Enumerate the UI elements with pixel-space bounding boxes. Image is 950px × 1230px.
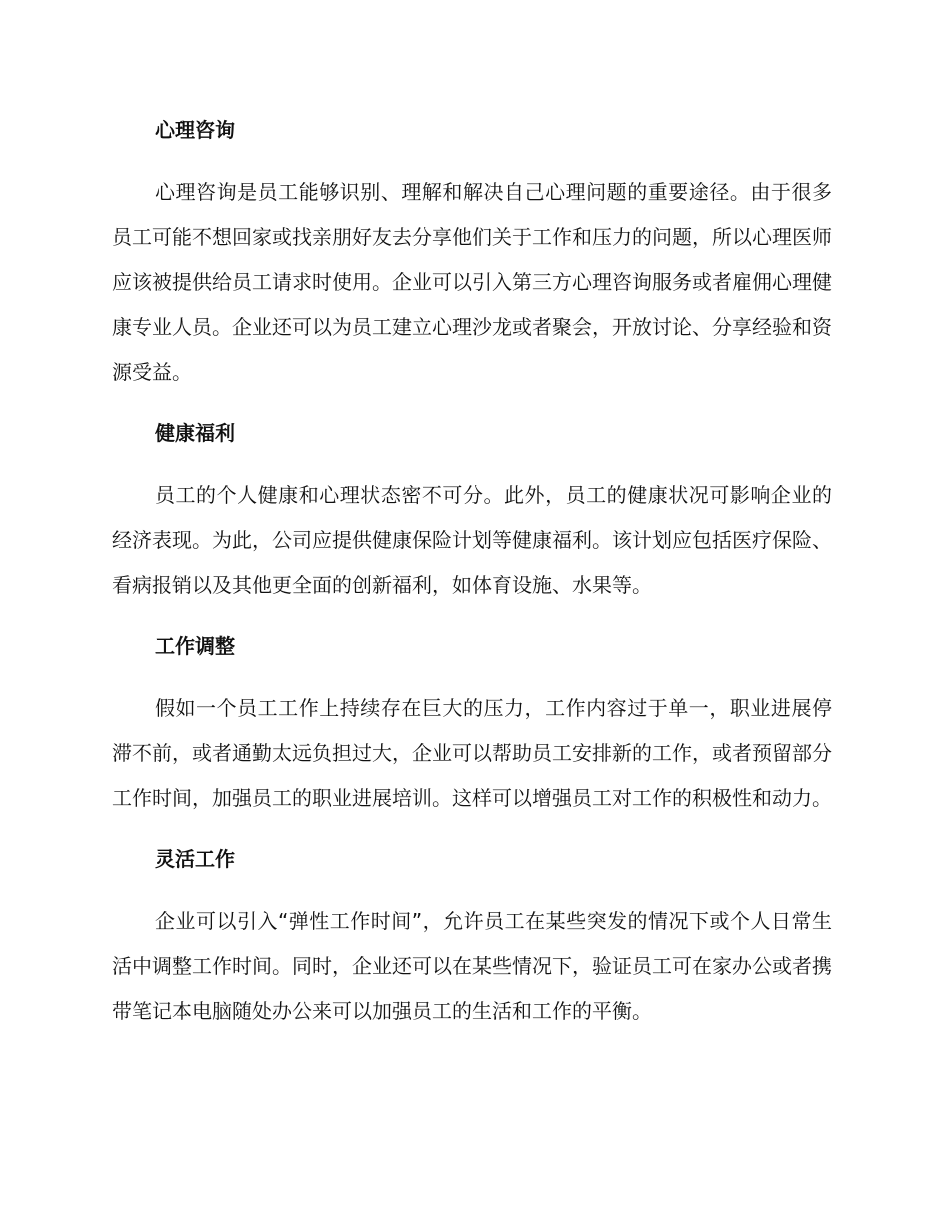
- section-body: 心理咨询是员工能够识别、理解和解决自己心理问题的重要途径。由于很多员工可能不想回家或找亲朋好友去分享他们关于工作和压力的问题，所以心理医师应该被提供给员工请求时使用。企业可以引入第三方心理咨询服务或者雇佣心理健康专业人员。企业还可以为员工建立心理沙龙或者聚会，开放讨论、分享经验和资源受益。: [112, 180, 832, 384]
- section-title: 心理咨询: [155, 118, 235, 142]
- section-flexible-work: [112, 839, 832, 1034]
- section-title: 灵活工作: [155, 847, 235, 871]
- section-body: 假如一个员工工作上持续存在巨大的压力，工作内容过于单一，职业进展停滞不前，或者通勤太远负担过大，企业可以帮助员工安排新的工作，或者预留部分工作时间，加强员工的职业进展培训。这样可以增强员工对工作的积极性和动力。: [112, 696, 832, 810]
- section-job-adjustment: [112, 626, 832, 821]
- section-title: 健康福利: [155, 421, 235, 445]
- section-title: 工作调整: [155, 634, 235, 658]
- section-body: 员工的个人健康和心理状态密不可分。此外，员工的健康状况可影响企业的经济表现。为此，公司应提供健康保险计划等健康福利。该计划应包括医疗保险、看病报销以及其他更全面的创新福利，如体育设施、水果等。: [112, 483, 832, 597]
- section-psychological-counseling: [112, 110, 832, 395]
- section-health-benefits: [112, 413, 832, 608]
- section-body: 企业可以引入“弹性工作时间”，允许员工在某些突发的情况下或个人日常生活中调整工作时间。同时，企业还可以在某些情况下，验证员工可在家办公或者携带笔记本电脑随处办公来可以加强员工的生活和工作的平衡。: [112, 909, 832, 1023]
- document-content: [112, 110, 832, 1052]
